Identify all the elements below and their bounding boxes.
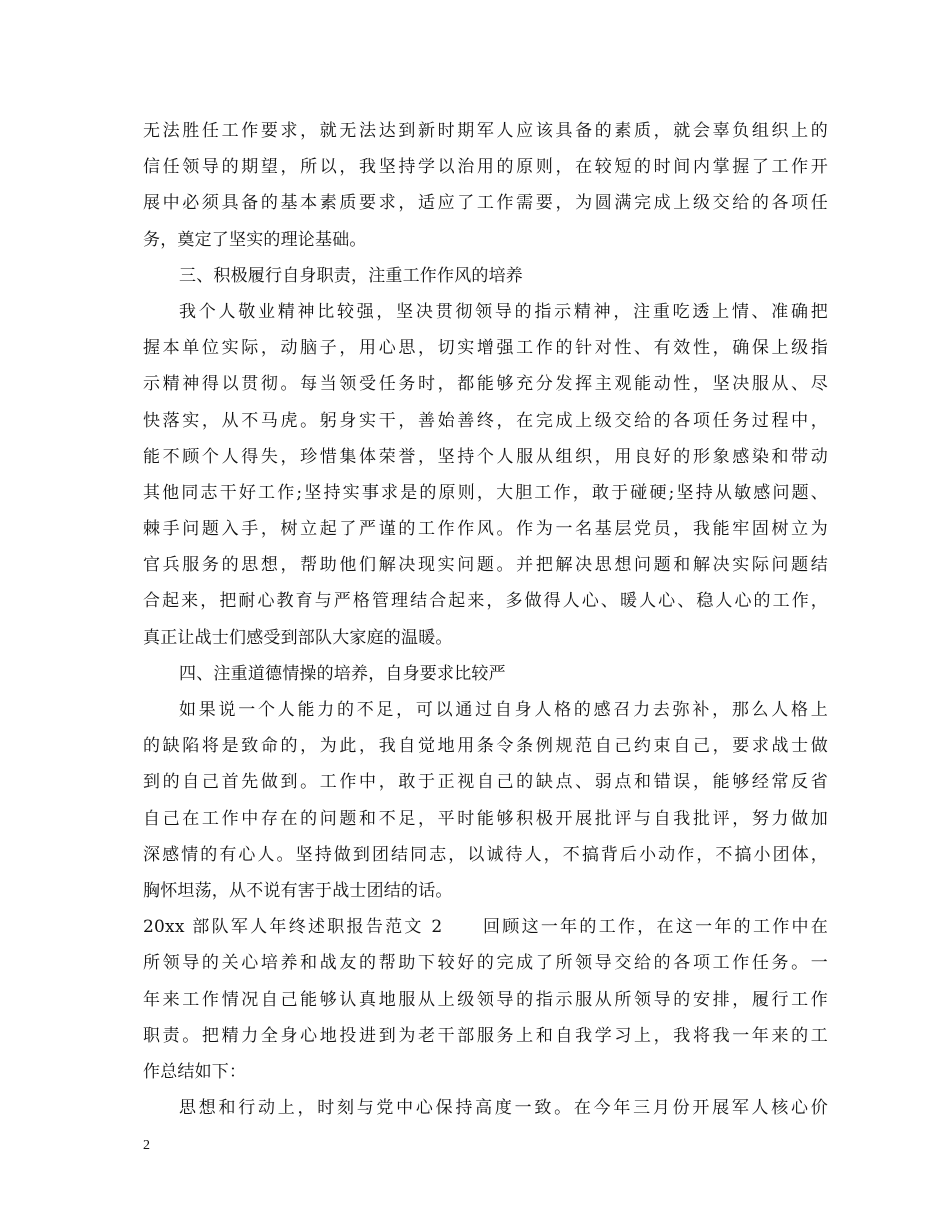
document-body — [143, 113, 828, 1126]
text-line: 如果说一个人能力的不足，可以通过自身人格的感召力去弥补，那么人格上 — [179, 700, 828, 720]
text-line: 官兵服务的思想，帮助他们解决现实问题。并把解决思想问题和解决实际问题结 — [143, 555, 828, 576]
text-line: 到的自己首先做到。工作中，敢于正视自己的缺点、弱点和错误，能够经常反省 — [143, 772, 828, 793]
text-line: 年来工作情况自己能够认真地服从上级领导的指示服从所领导的安排，履行工作 — [143, 989, 828, 1010]
text-line: 合起来，把耐心教育与严格管理结合起来，多做得人心、暖人心、稳人心的工作， — [143, 591, 828, 612]
text-line: 真正让战士们感受到部队大家庭的温暖。 — [143, 627, 453, 648]
text-line: 我个人敬业精神比较强，坚决贯彻领导的指示精神，注重吃透上情、准确把 — [179, 301, 828, 322]
text-line: 无法胜任工作要求，就无法达到新时期军人应该具备的素质，就会辜负组织上的 — [143, 121, 828, 141]
text-line: 思想和行动上，时刻与党中心保持高度一致。在今年三月份开展军人核心价 — [179, 1098, 828, 1119]
text-line: 20xx 部队军人年终述职报告范文 2 回顾这一年的工作，在这一年的工作中在 — [143, 917, 828, 938]
text-line: 作总结如下： — [143, 1061, 247, 1082]
text-line: 信任领导的期望，所以，我坚持学以治用的原则，在较短的时间内掌握了工作开 — [143, 157, 828, 178]
text-line: 所领导的关心培养和战友的帮助下较好的完成了所领导交给的各项工作任务。一 — [143, 953, 828, 974]
text-line: 快落实，从不马虎。躬身实干，善始善终，在完成上级交给的各项任务过程中， — [143, 410, 828, 431]
text-line: 职责。把精力全身心地投进到为老干部服务上和自我学习上，我将我一年来的工 — [143, 1025, 828, 1046]
text-line: 展中必须具备的基本素质要求，适应了工作需要，为圆满完成上级交给的各项任 — [143, 193, 828, 214]
text-line: 深感情的有心人。坚持做到团结同志，以诚待人，不搞背后小动作，不搞小团体， — [143, 844, 828, 865]
text-line: 能不顾个人得失，珍惜集体荣誉，坚持个人服从组织，用良好的形象感染和带动 — [143, 446, 828, 467]
text-line: 务，奠定了坚实的理论基础。 — [143, 229, 367, 250]
text-line: 其他同志干好工作;坚持实事求是的原则，大胆工作，敢于碰硬;坚持从敏感问题、 — [143, 482, 828, 503]
text-line: 自己在工作中存在的问题和不足，平时能够积极开展批评与自我批评，努力做加 — [143, 808, 828, 829]
text-line: 三、积极履行自身职责，注重工作作风的培养 — [179, 265, 523, 286]
text-line: 胸怀坦荡，从不说有害于战士团结的话。 — [143, 880, 453, 901]
text-line: 示精神得以贯彻。每当领受任务时，都能够充分发挥主观能动性，坚决服从、尽 — [143, 374, 828, 395]
text-line: 的缺陷将是致命的，为此，我自觉地用条令条例规范自己约束自己，要求战士做 — [143, 736, 828, 757]
text-line: 棘手问题入手，树立起了严谨的工作作风。作为一名基层党员，我能牢固树立为 — [143, 519, 828, 540]
text-line: 四、注重道德情操的培养，自身要求比较严 — [179, 663, 506, 684]
text-line: 握本单位实际，动脑子，用心思，切实增强工作的针对性、有效性，确保上级指 — [143, 338, 828, 359]
page-number: 2 — [143, 1138, 150, 1153]
